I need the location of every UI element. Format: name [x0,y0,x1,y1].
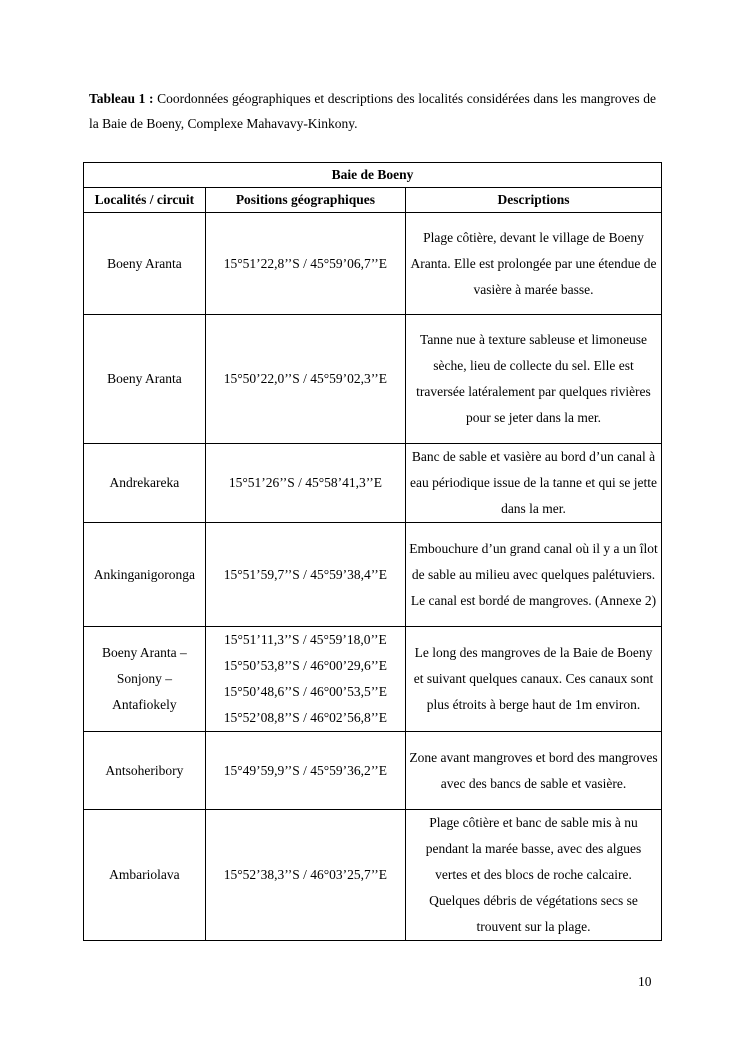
locality-cell: Andrekareka [84,444,206,523]
localities-table [83,162,662,941]
description-cell: Embouchure d’un grand canal où il y a un îlot de sable au milieu avec quelques palétuviers. Le canal est bordé de mangroves. (Annexe 2) [406,523,662,627]
coords-cell [205,523,405,627]
coord: 15°51’26’’S / 45°58’41,3’’E [228,475,382,490]
caption-label: Tableau 1 : [89,91,154,106]
table-row [84,213,662,315]
table-row [84,315,662,444]
coords-cell [205,810,405,941]
table-caption [89,86,656,136]
coords-cell [205,213,405,315]
coord: 15°51’59,7’’S / 45°59’38,4’’E [223,566,388,582]
locality-cell: Ankinganigoronga [84,523,206,627]
coords-cell [205,732,405,810]
coord: 15°51’11,3’’S / 45°59’18,0’’E [224,632,387,647]
coord: 15°51’22,8’’S / 45°59’06,7’’E [223,255,388,271]
table-title: Baie de Boeny [84,163,662,188]
table-row [84,627,662,732]
coord: 15°50’53,8’’S / 46°00’29,6’’E [223,658,388,673]
description-cell: Le long des mangroves de la Baie de Boeny et suivant quelques canaux. Ces canaux sont plus étroits à berge haut de 1m environ. [406,627,662,732]
coords-cell [205,315,405,444]
coord: 15°52’38,3’’S / 46°03’25,7’’E [223,867,388,882]
table-row [84,732,662,810]
coord: 15°52’08,8’’S / 46°02’56,8’’E [223,710,388,725]
locality-cell: Ambariolava [84,810,206,941]
coords-cell [205,627,405,732]
locality-cell: Boeny Aranta – Sonjony – Antafiokely [84,627,206,732]
description-cell: Banc de sable et vasière au bord d’un canal à eau périodique issue de la tanne et qui se jette dans la mer. [406,444,662,523]
locality-cell: Boeny Aranta [84,213,206,315]
header-positions: Positions géographiques [205,188,405,213]
table-row [84,523,662,627]
header-descriptions: Descriptions [406,188,662,213]
caption-text: Coordonnées géographiques et descriptions des localités considérées dans les mangroves de la Baie de Boeny, Complexe Mahavavy-Kinkony. [89,91,656,131]
coord: 15°50’48,6’’S / 46°00’53,5’’E [223,684,388,699]
description-cell: Tanne nue à texture sableuse et limoneuse sèche, lieu de collecte du sel. Elle est traversée latéralement par quelques rivières pour se jeter dans la mer. [406,315,662,444]
coord: 15°50’22,0’’S / 45°59’02,3’’E [223,371,388,386]
coords-cell [205,444,405,523]
table-row [84,810,662,941]
locality-cell: Antsoheribory [84,732,206,810]
header-localities: Localités / circuit [84,188,206,213]
locality-cell: Boeny Aranta [84,315,206,444]
coord: 15°49’59,9’’S / 45°59’36,2’’E [223,762,388,778]
description-cell: Zone avant mangroves et bord des mangroves avec des bancs de sable et vasière. [406,732,662,810]
description-cell: Plage côtière et banc de sable mis à nu pendant la marée basse, avec des algues vertes et des blocs de roche calcaire. Quelques débris de végétations secs se trouvent sur la plage. [406,810,662,941]
page-number: 10 [638,974,652,989]
description-cell: Plage côtière, devant le village de Boeny Aranta. Elle est prolongée par une étendue de vasière à marée basse. [406,213,662,315]
table-row [84,444,662,523]
